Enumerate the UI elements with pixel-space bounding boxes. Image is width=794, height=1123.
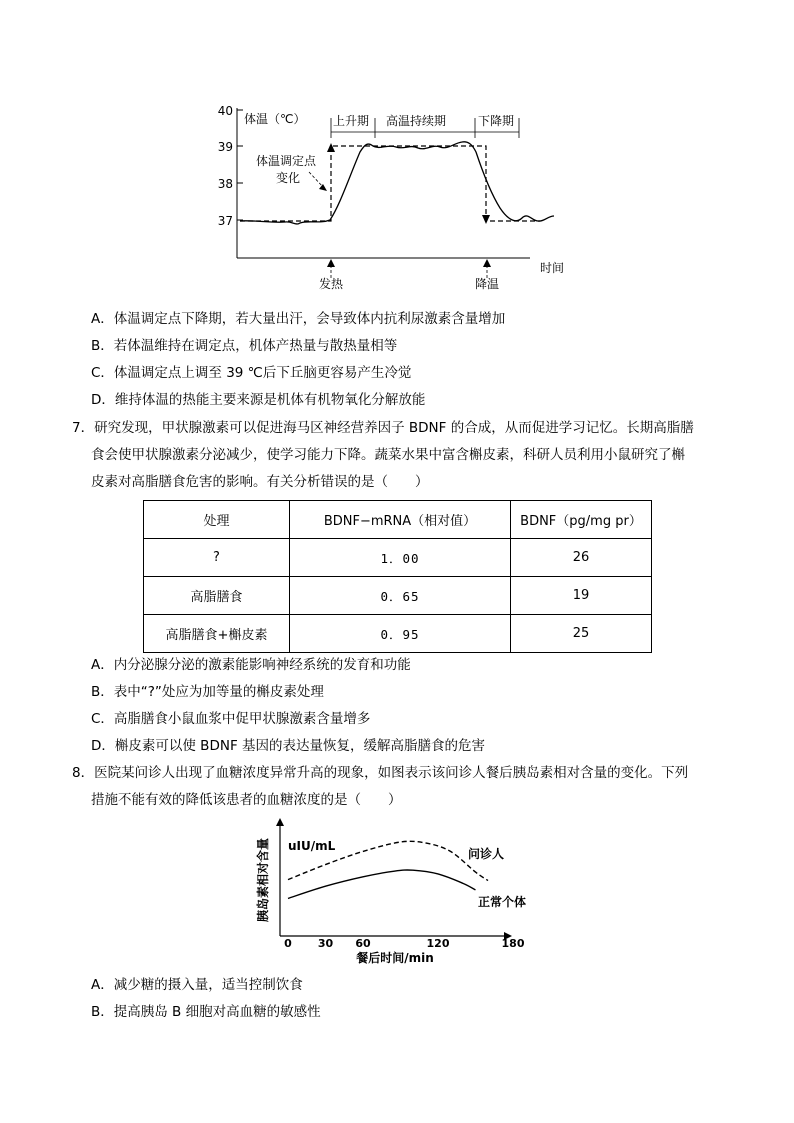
event-fever-label: 发热 (319, 277, 344, 291)
phase-plateau-label: 高温持续期 (386, 114, 447, 128)
q8-option-a: A．减少糖的摄入量，适当控制饮食 (91, 977, 303, 993)
table-cell: 1．00 (290, 539, 511, 577)
q6-option-a: A．体温调定点下降期，若大量出汗，会导致体内抗利尿激素含量增加 (91, 311, 506, 327)
table-header-row (144, 501, 652, 539)
table-cell: 25 (511, 615, 652, 653)
q7-option-d: D．槲皮素可以使 BDNF 基因的表达量恢复，缓解高脂膳食的危害 (91, 738, 485, 754)
q7-stem-line-1: 7．研究发现，甲状腺激素可以促进海马区神经营养因子 BDNF 的合成，从而促进学习记忆。长期高脂膳 (72, 420, 694, 436)
q7-stem-line-3: 皮素对高脂膳食危害的影响。有关分析错误的是（ ） (91, 474, 429, 490)
q7-stem-line-2: 食会使甲状腺激素分泌减少，使学习能力下降。蔬菜水果中富含槲皮素，科研人员利用小鼠研究了槲 (91, 447, 685, 463)
x-tick-label: 30 (317, 937, 334, 950)
q8-option-b: B．提高胰岛 B 细胞对高血糖的敏感性 (91, 1004, 321, 1020)
series-label: 问诊人 (468, 847, 505, 861)
table-cell: 0．95 (290, 615, 511, 653)
table-header-cell: BDNF−mRNA（相对值） (290, 501, 511, 539)
x-tick-label: 60 (355, 937, 371, 950)
x-tick-label: 120 (426, 937, 450, 950)
y-tick-40: 40 (217, 104, 233, 118)
table-cell: 高脂膳食+槲皮素 (144, 615, 290, 653)
y-axis-label: 体温（℃） (244, 112, 306, 126)
q6-option-b: B．若体温维持在调定点，机体产热量与散热量相等 (91, 338, 398, 354)
body-temperature-figure (210, 100, 590, 300)
phase-fall-label: 下降期 (478, 114, 515, 128)
series-label: 正常个体 (478, 895, 527, 909)
table-header-cell: 处理 (144, 501, 290, 539)
y-tick-39: 39 (217, 140, 233, 154)
chart-y-label: 胰岛素相对含量 (256, 837, 270, 923)
q8-stem-line-2: 措施不能有效的降低该患者的血糖浓度的是（ ） (91, 792, 402, 808)
q7-data-table (143, 500, 652, 653)
x-tick-label: 180 (501, 937, 525, 950)
q6-option-d: D．维持体温的热能主要来源是机体有机物氧化分解放能 (91, 392, 426, 408)
table-row (144, 615, 652, 653)
table-cell: 26 (511, 539, 652, 577)
phase-rise-label: 上升期 (333, 114, 370, 128)
chart-unit-label: uIU/mL (288, 839, 336, 853)
setpoint-change-label-line1: 体温调定点 (256, 154, 317, 168)
q7-option-b: B．表中“?”处应为加等量的槲皮素处理 (91, 684, 324, 700)
setpoint-change-label-line2: 变化 (276, 171, 301, 185)
chart-x-label: 餐后时间/min (356, 951, 434, 965)
q8-stem-line-1: 8．医院某问诊人出现了血糖浓度异常升高的现象，如图表示该问诊人餐后胰岛素相对含量的变化。下列 (72, 765, 689, 781)
q7-option-c: C．高脂膳食小鼠血浆中促甲状腺激素含量增多 (91, 711, 371, 727)
event-cooling-label: 降温 (475, 277, 500, 291)
insulin-chart (250, 818, 530, 966)
series-line-normal (288, 870, 476, 898)
x-tick-label: 0 (284, 937, 292, 950)
y-tick-38: 38 (217, 177, 233, 191)
x-axis-label: 时间 (540, 261, 565, 275)
table-cell: 19 (511, 577, 652, 615)
q7-option-a: A．内分泌腺分泌的激素能影响神经系统的发育和功能 (91, 657, 411, 673)
table-row (144, 577, 652, 615)
y-tick-37: 37 (217, 214, 233, 228)
table-cell: ? (144, 539, 290, 577)
table-cell: 高脂膳食 (144, 577, 290, 615)
table-row (144, 539, 652, 577)
table-header-cell: BDNF（pg/mg pr） (511, 501, 652, 539)
table-cell: 0．65 (290, 577, 511, 615)
q6-option-c: C．体温调定点上调至 39 ℃后下丘脑更容易产生冷觉 (91, 365, 412, 381)
